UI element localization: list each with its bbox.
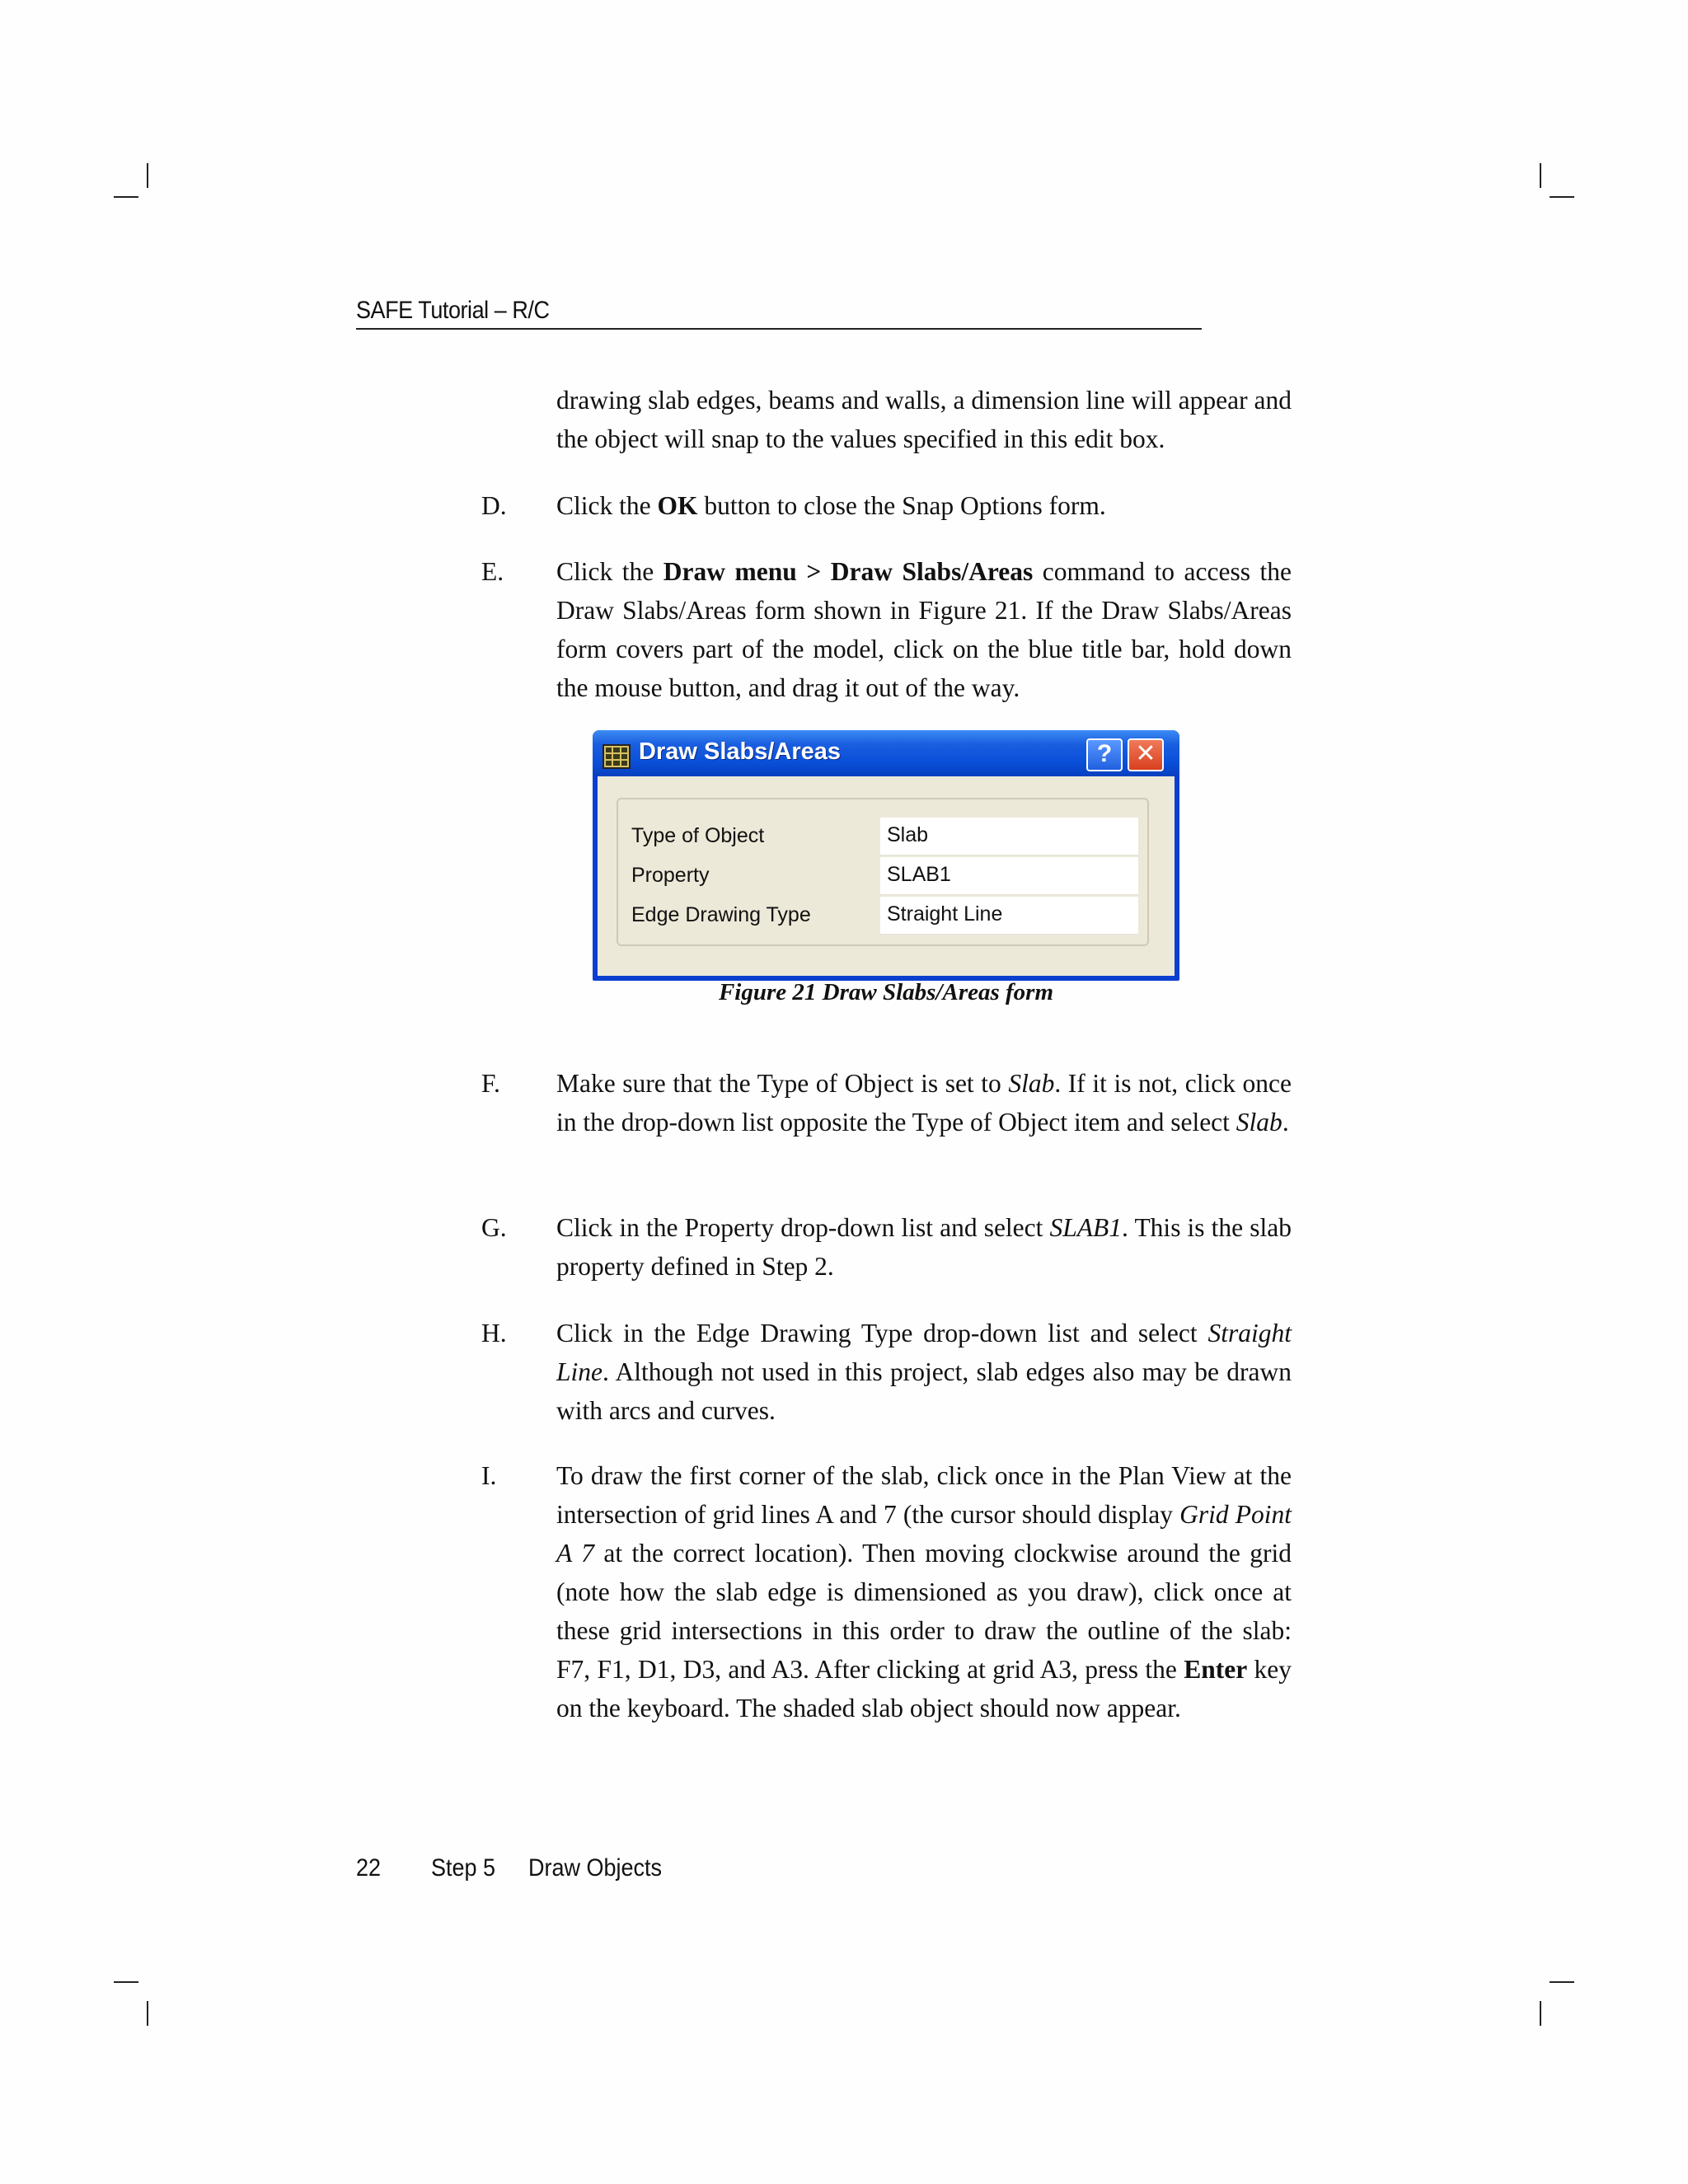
grid-app-icon bbox=[603, 744, 631, 769]
property-label: Edge Drawing Type bbox=[631, 903, 811, 926]
edge-drawing-type-dropdown[interactable]: Straight Line bbox=[880, 897, 1138, 935]
property-dropdown[interactable]: SLAB1 bbox=[880, 857, 1138, 895]
help-button[interactable]: ? bbox=[1086, 738, 1123, 771]
step-d-text: Click the OK button to close the Snap Options form. bbox=[556, 491, 1106, 520]
running-head: SAFE Tutorial – R/C bbox=[356, 297, 1202, 330]
step-marker: G. bbox=[481, 1213, 507, 1242]
step-f-text: Make sure that the Type of Object is set to Slab. If it is not, click once in the drop-down list opposite the Type of Object item and select Slab. bbox=[556, 1069, 1292, 1137]
step-marker: D. bbox=[481, 491, 507, 520]
dialog-title: Draw Slabs/Areas bbox=[639, 738, 842, 765]
property-label: Type of Object bbox=[631, 824, 765, 847]
menu-path-term: Draw menu > Draw Slabs/Areas bbox=[663, 557, 1034, 586]
close-button[interactable] bbox=[1128, 738, 1164, 771]
dialog-client-area bbox=[598, 776, 1175, 976]
step-i-text: To draw the first corner of the slab, click once in the Plan View at the intersection of grid lines A and 7 (the cursor should display Grid Point A 7 at the correct location). Then moving clockwise around the grid (note how the slab edge is dimensioned as you draw), click once at these grid intersections in this order to draw the outline of the slab: F7, F1, D1, D3, and A3. After clicking at grid A3, press the Enter key on the keyboard. The shaded slab object should now appear. bbox=[556, 1461, 1292, 1722]
step-marker: H. bbox=[481, 1319, 507, 1347]
property-label: Property bbox=[631, 864, 710, 887]
crop-mark bbox=[1550, 196, 1574, 198]
crop-mark bbox=[1550, 1981, 1574, 1983]
close-icon: ✕ bbox=[1135, 740, 1156, 767]
step-g-text: Click in the Property drop-down list and select SLAB1. This is the slab property defined in Step 2. bbox=[556, 1213, 1292, 1281]
crop-mark bbox=[114, 196, 138, 198]
crop-mark bbox=[1540, 2001, 1541, 2026]
figure-caption: Figure 21 Draw Slabs/Areas form bbox=[718, 979, 1054, 1005]
page-number: 22 bbox=[356, 1854, 382, 1882]
crop-mark bbox=[147, 163, 148, 188]
step-marker: F. bbox=[481, 1069, 500, 1098]
step-marker: I. bbox=[481, 1461, 497, 1490]
footer-step: Step 5 bbox=[431, 1854, 496, 1882]
ok-term: OK bbox=[657, 491, 698, 520]
crop-mark bbox=[1540, 163, 1541, 188]
crop-mark bbox=[147, 2001, 148, 2026]
crop-mark bbox=[114, 1981, 138, 1983]
continuation-paragraph: drawing slab edges, beams and walls, a dimension line will appear and the object will snap to the values specified in this edit box. bbox=[556, 386, 1292, 453]
footer-section: Draw Objects bbox=[528, 1854, 663, 1882]
enter-key-term: Enter bbox=[1184, 1655, 1248, 1684]
properties-group bbox=[617, 798, 1149, 946]
draw-slabs-areas-dialog bbox=[593, 730, 1179, 981]
property-row-edge-drawing-type bbox=[618, 897, 1147, 936]
property-row-property bbox=[618, 857, 1147, 897]
property-row-type-of-object bbox=[618, 818, 1147, 857]
step-h-text: Click in the Edge Drawing Type drop-down list and select Straight Line. Although not used in this project, slab edges also may be drawn with arcs and curves. bbox=[556, 1319, 1292, 1425]
type-of-object-dropdown[interactable]: Slab bbox=[880, 818, 1138, 855]
dialog-titlebar[interactable] bbox=[593, 730, 1179, 776]
step-marker: E. bbox=[481, 557, 504, 586]
step-e-text: Click the Draw menu > Draw Slabs/Areas command to access the Draw Slabs/Areas form shown in Figure 21. If the Draw Slabs/Areas form covers part of the model, click on the blue title bar, hold down the mouse button, and drag it out of the way. bbox=[556, 557, 1292, 702]
